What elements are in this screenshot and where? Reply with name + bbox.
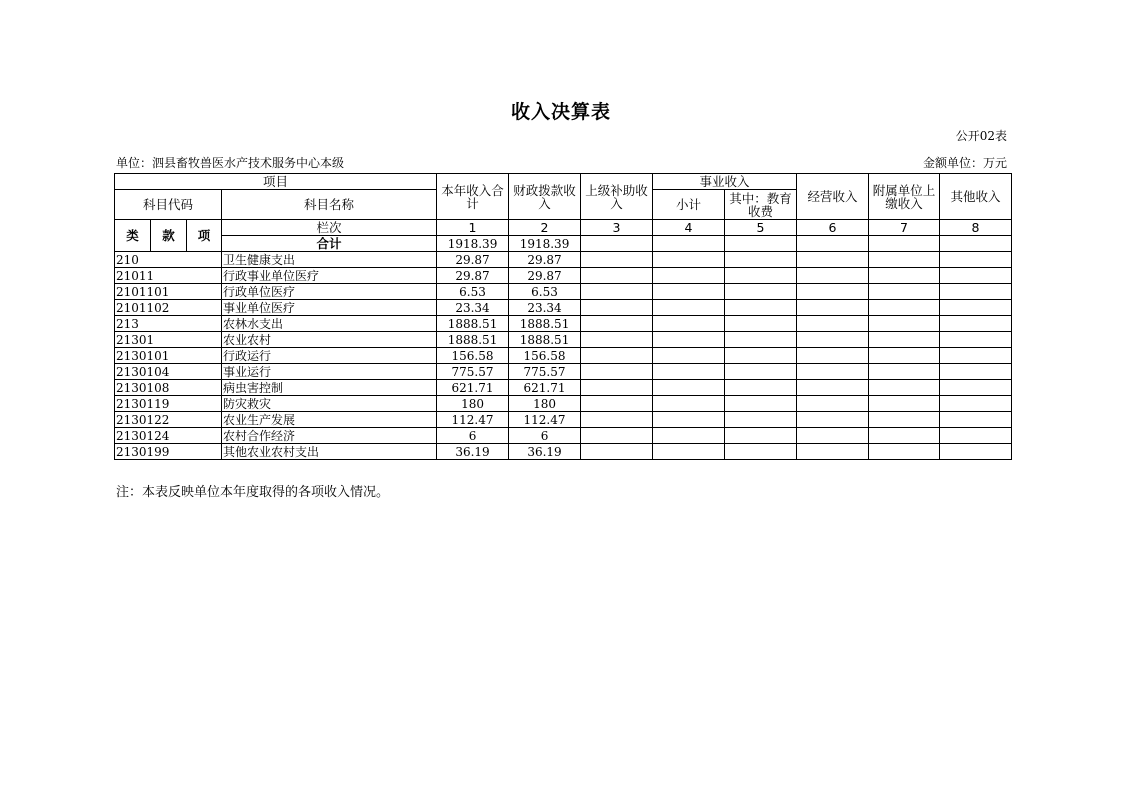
col-number: 6 [797, 220, 869, 236]
empty-cell [869, 396, 940, 412]
table-row [115, 348, 1012, 364]
header-lanci: 栏次 [222, 220, 437, 236]
total-income-value: 112.47 [437, 412, 509, 428]
empty-cell [869, 364, 940, 380]
table-row [115, 284, 1012, 300]
empty-cell [869, 300, 940, 316]
total-income-value: 1888.51 [437, 332, 509, 348]
subject-name: 行政运行 [222, 348, 437, 364]
subject-code: 2101102 [115, 300, 222, 316]
total-income-value: 6.53 [437, 284, 509, 300]
empty-cell [940, 396, 1012, 412]
total-income-value: 180 [437, 396, 509, 412]
header-kuan: 款 [151, 220, 187, 252]
empty-cell [581, 412, 653, 428]
table-row [115, 332, 1012, 348]
table-row [115, 316, 1012, 332]
page-title: 收入决算表 [510, 101, 611, 123]
empty-cell [940, 348, 1012, 364]
empty-cell [940, 412, 1012, 428]
subject-name: 病虫害控制 [222, 380, 437, 396]
fiscal-value: 1888.51 [509, 332, 581, 348]
fiscal-value: 23.34 [509, 300, 581, 316]
subject-name: 农村合作经济 [222, 428, 437, 444]
subject-name: 农业生产发展 [222, 412, 437, 428]
empty-cell [725, 380, 797, 396]
empty-cell [653, 268, 725, 284]
subject-code: 2130101 [115, 348, 222, 364]
total-income-value: 6 [437, 428, 509, 444]
empty-cell [940, 268, 1012, 284]
header-subject-code: 科目代码 [115, 190, 222, 220]
header-affiliated: 附属单位上缴收入 [869, 174, 940, 220]
empty-cell [797, 252, 869, 268]
empty-cell [653, 396, 725, 412]
empty-cell [869, 252, 940, 268]
empty-cell [869, 428, 940, 444]
table-row [115, 444, 1012, 460]
empty-cell [797, 396, 869, 412]
empty-cell [797, 300, 869, 316]
header-subtotal: 小计 [653, 190, 725, 220]
empty-cell [869, 332, 940, 348]
fiscal-value: 6 [509, 428, 581, 444]
fiscal-value: 29.87 [509, 268, 581, 284]
header-xiang: 项 [187, 220, 222, 252]
total-income-value: 36.19 [437, 444, 509, 460]
empty-cell [869, 380, 940, 396]
empty-cell [725, 348, 797, 364]
empty-cell [653, 300, 725, 316]
empty-cell [725, 268, 797, 284]
subject-code: 2130124 [115, 428, 222, 444]
empty-cell [940, 332, 1012, 348]
empty-cell [653, 252, 725, 268]
empty-cell [725, 300, 797, 316]
subject-code: 213 [115, 316, 222, 332]
empty-cell [725, 428, 797, 444]
empty-cell [869, 316, 940, 332]
header-edu-fee: 其中：教育收费 [725, 190, 797, 220]
subject-name: 行政事业单位医疗 [222, 268, 437, 284]
empty-cell [797, 316, 869, 332]
subject-name: 行政单位医疗 [222, 284, 437, 300]
header-business: 事业收入 [653, 174, 797, 190]
empty-cell [940, 380, 1012, 396]
empty-cell [797, 284, 869, 300]
total-income-value: 621.71 [437, 380, 509, 396]
col-number: 7 [869, 220, 940, 236]
empty-cell [940, 284, 1012, 300]
subject-code: 21011 [115, 268, 222, 284]
total-income-value: 1888.51 [437, 316, 509, 332]
empty-cell [725, 396, 797, 412]
subject-name: 事业运行 [222, 364, 437, 380]
col-number: 5 [725, 220, 797, 236]
subject-name: 事业单位医疗 [222, 300, 437, 316]
header-total-income: 本年收入合计 [437, 174, 509, 220]
empty-cell [869, 348, 940, 364]
empty-cell [940, 428, 1012, 444]
empty-cell [797, 332, 869, 348]
table-row [115, 268, 1012, 284]
empty-cell [581, 396, 653, 412]
subject-name: 防灾救灾 [222, 396, 437, 412]
total-income-value: 1918.39 [437, 236, 509, 252]
col-number: 8 [940, 220, 1012, 236]
empty-cell [581, 364, 653, 380]
empty-cell [581, 380, 653, 396]
empty-cell [653, 364, 725, 380]
table-row [115, 412, 1012, 428]
empty-cell [725, 252, 797, 268]
empty-cell [797, 364, 869, 380]
table-row [115, 428, 1012, 444]
empty-cell [581, 300, 653, 316]
subject-name: 卫生健康支出 [222, 252, 437, 268]
subject-code: 2101101 [115, 284, 222, 300]
header-project: 项目 [115, 174, 437, 190]
income-table [114, 173, 1012, 460]
empty-cell [797, 380, 869, 396]
col-number: 2 [509, 220, 581, 236]
empty-cell [653, 332, 725, 348]
empty-cell [940, 444, 1012, 460]
empty-cell [581, 268, 653, 284]
empty-cell [653, 428, 725, 444]
empty-cell [653, 316, 725, 332]
empty-cell [653, 380, 725, 396]
empty-cell [869, 284, 940, 300]
unit-label: 单位：泗县畜牧兽医水产技术服务中心本级 [116, 156, 345, 170]
empty-cell [725, 316, 797, 332]
empty-cell [725, 444, 797, 460]
total-label: 合计 [222, 236, 437, 252]
col-number: 3 [581, 220, 653, 236]
fiscal-value: 6.53 [509, 284, 581, 300]
header-operating: 经营收入 [797, 174, 869, 220]
total-fiscal-value: 1918.39 [509, 236, 581, 252]
empty-cell [797, 268, 869, 284]
empty-cell [581, 444, 653, 460]
empty-cell [940, 364, 1012, 380]
empty-cell [653, 284, 725, 300]
total-income-value: 23.34 [437, 300, 509, 316]
empty-cell [725, 284, 797, 300]
total-income-value: 29.87 [437, 268, 509, 284]
table-row [115, 252, 1012, 268]
col-number: 4 [653, 220, 725, 236]
empty-cell [797, 412, 869, 428]
empty-cell [581, 348, 653, 364]
fiscal-value: 156.58 [509, 348, 581, 364]
header-superior: 上级补助收入 [581, 174, 653, 220]
money-unit-label: 金额单位：万元 [922, 156, 1007, 170]
subject-code: 2130199 [115, 444, 222, 460]
table-row [115, 300, 1012, 316]
fiscal-value: 621.71 [509, 380, 581, 396]
empty-cell [940, 300, 1012, 316]
header-lei: 类 [115, 220, 151, 252]
table-row [115, 380, 1012, 396]
table-row [115, 364, 1012, 380]
subject-code: 2130119 [115, 396, 222, 412]
empty-cell [725, 412, 797, 428]
subject-code: 210 [115, 252, 222, 268]
empty-cell [940, 316, 1012, 332]
fiscal-value: 29.87 [509, 252, 581, 268]
empty-cell [797, 348, 869, 364]
empty-cell [653, 348, 725, 364]
empty-cell [869, 412, 940, 428]
fiscal-value: 180 [509, 396, 581, 412]
empty-cell [940, 252, 1012, 268]
subject-name: 其他农业农村支出 [222, 444, 437, 460]
header-other: 其他收入 [940, 174, 1012, 220]
fiscal-value: 775.57 [509, 364, 581, 380]
empty-cell [797, 444, 869, 460]
subject-name: 农林水支出 [222, 316, 437, 332]
col-number: 1 [437, 220, 509, 236]
total-income-value: 775.57 [437, 364, 509, 380]
subject-code: 2130104 [115, 364, 222, 380]
subject-code: 21301 [115, 332, 222, 348]
empty-cell [653, 412, 725, 428]
subject-code: 2130122 [115, 412, 222, 428]
empty-cell [653, 444, 725, 460]
empty-cell [581, 332, 653, 348]
empty-cell [725, 364, 797, 380]
empty-cell [581, 284, 653, 300]
header-subject-name: 科目名称 [222, 190, 437, 220]
empty-cell [581, 428, 653, 444]
fiscal-value: 112.47 [509, 412, 581, 428]
table-row [115, 396, 1012, 412]
footnote: 注：本表反映单位本年度取得的各项收入情况。 [116, 485, 390, 500]
empty-cell [581, 252, 653, 268]
subject-code: 2130108 [115, 380, 222, 396]
empty-cell [869, 444, 940, 460]
subject-name: 农业农村 [222, 332, 437, 348]
fiscal-value: 1888.51 [509, 316, 581, 332]
total-row [115, 236, 1012, 252]
fiscal-value: 36.19 [509, 444, 581, 460]
empty-cell [869, 268, 940, 284]
form-number: 公开02表 [955, 129, 1007, 143]
empty-cell [725, 332, 797, 348]
header-fiscal: 财政拨款收入 [509, 174, 581, 220]
empty-cell [581, 316, 653, 332]
total-income-value: 156.58 [437, 348, 509, 364]
empty-cell [797, 428, 869, 444]
total-income-value: 29.87 [437, 252, 509, 268]
